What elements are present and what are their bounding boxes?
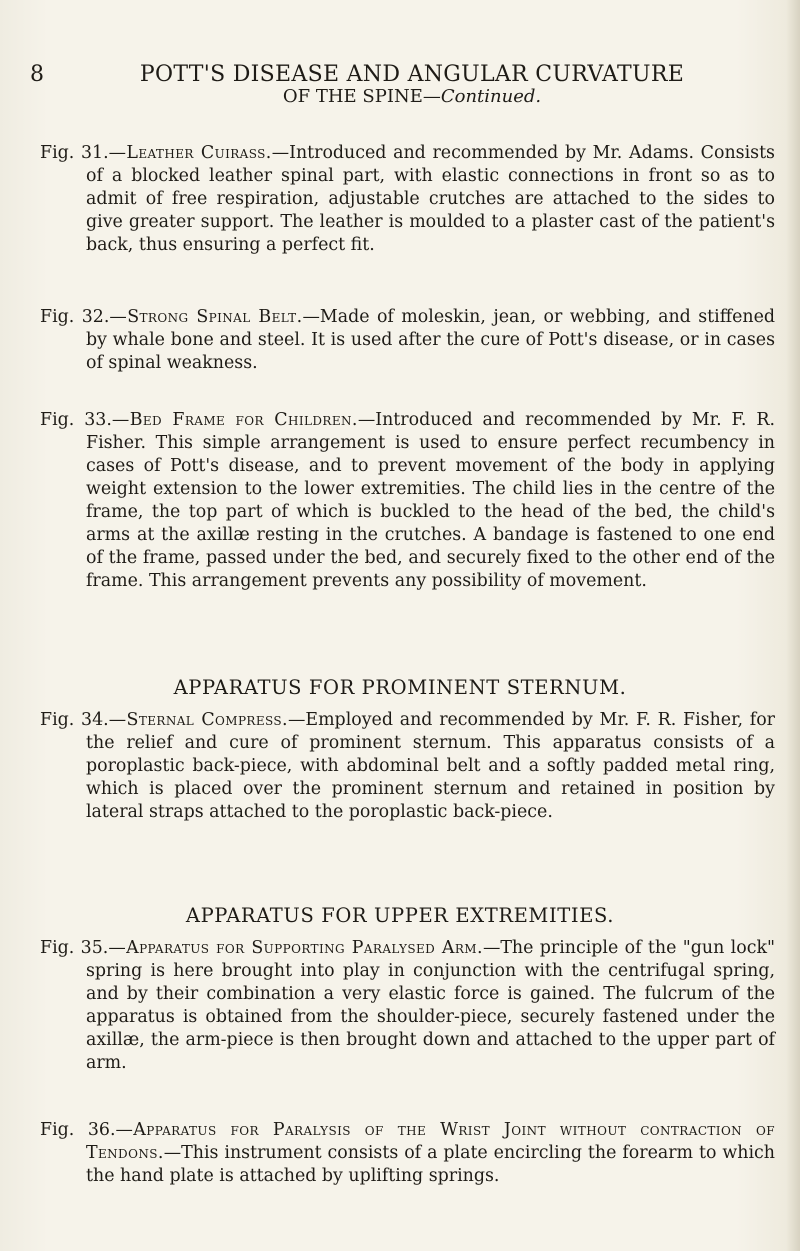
figure-name: —Bed Frame for Children. <box>111 410 358 430</box>
figure-description: —The principle of the "gun lock" spring is here brought into play in conjunction with the centrifugal spring, and by their combination a very elastic force is gained. The fulcrum of the apparatus is obtained from the shoulder-piece, securely fastened under the axillæ, the arm-piece is then brought down and attached to the upper part of arm. <box>86 938 775 1073</box>
figure-name: —Leather Cuirass. <box>108 143 272 163</box>
figure-name: —Apparatus for Paralysis of the Wrist Joint without contraction of Tendons. <box>86 1120 775 1163</box>
figure-name: —Strong Spinal Belt. <box>109 307 303 327</box>
figure-entry-31 <box>40 142 775 257</box>
figure-description: —Introduced and recommended by Mr. F. R. Fisher. This simple arrangement is used to ensure perfect recumbency in cases of Pott's disease, and to prevent movement of the body in applying weight extension to the lower extremities. The child lies in the centre of the frame, the top part of which is buckled to the head of the bed, the child's arms at the axillæ resting in the crutches. A bandage is fastened to one end of the frame, passed under the bed, and securely fixed to the other end of the frame. This arrangement prevents any possibility of movement. <box>86 410 775 591</box>
figure-entry-33 <box>40 409 775 593</box>
figure-entry-32 <box>40 306 775 375</box>
figure-entry-34 <box>40 709 775 824</box>
figure-number: Fig. 36. <box>40 1120 116 1140</box>
running-title: POTT'S DISEASE AND ANGULAR CURVATURE <box>139 62 685 87</box>
running-subtitle <box>67 86 757 107</box>
figure-description: —This instrument consists of a plate encircling the forearm to which the hand plate is attached by uplifting springs. <box>86 1143 775 1186</box>
figure-entry-35 <box>40 937 775 1075</box>
page-number: 8 <box>30 62 44 87</box>
figure-description: —Employed and recommended by Mr. F. R. Fisher, for the relief and cure of prominent sternum. This apparatus consists of a poroplastic back-piece, with abdominal belt and a softly padded metal ring, which is placed over the prominent sternum and retained in position by lateral straps attached to the poroplastic back-piece. <box>86 710 775 822</box>
figure-number: Fig. 31. <box>40 143 109 163</box>
figure-number: Fig. 32. <box>40 307 110 327</box>
figure-name: —Sternal Compress. <box>108 710 288 730</box>
page-edge-shadow <box>786 0 800 1251</box>
figure-description: —Introduced and recommended by Mr. Adams. Consists of a blocked leather spinal part, with elastic connections in front so as to admit of free respiration, adjustable crutches are attached to the sides to give greater support. The leather is moulded to a plaster cast of the patient's back, thus ensuring a perfect fit. <box>86 143 775 255</box>
figure-number: Fig. 33. <box>40 410 112 430</box>
section-heading-sternum: APPARATUS FOR PROMINENT STERNUM. <box>173 676 627 699</box>
figure-entry-36 <box>40 1119 775 1188</box>
figure-number: Fig. 34. <box>40 710 109 730</box>
figure-description: —Made of moleskin, jean, or webbing, and stiffened by whale bone and steel. It is used after the cure of Pott's disease, or in cases of spinal weakness. <box>86 307 775 373</box>
running-subtitle-suffix: —Continued. <box>422 86 542 107</box>
figure-name: —Apparatus for Supporting Paralysed Arm. <box>108 938 483 958</box>
running-subtitle-main: OF THE SPINE <box>282 86 423 107</box>
section-heading-upper-extremities: APPARATUS FOR UPPER EXTREMITIES. <box>185 904 615 927</box>
figure-number: Fig. 35. <box>40 938 109 958</box>
